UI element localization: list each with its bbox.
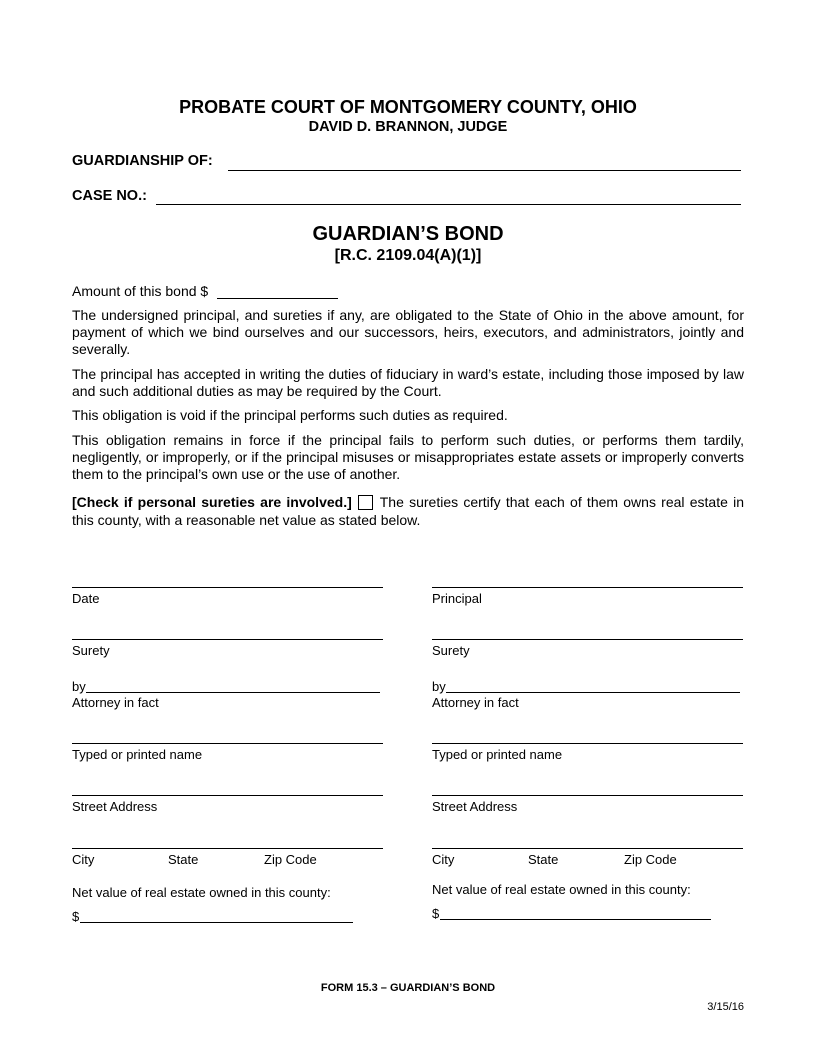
left-street-label: Street Address (72, 799, 158, 814)
bond-amount-input-line[interactable] (217, 298, 338, 299)
left-typed-name-line[interactable] (72, 743, 383, 744)
date-line[interactable] (72, 587, 383, 588)
sureties-check-label: [Check if personal sureties are involved.] (72, 494, 352, 510)
right-street-line[interactable] (432, 795, 743, 796)
left-net-value-label: Net value of real estate owned in this county: (72, 885, 331, 900)
right-surety-label: Surety (432, 643, 470, 658)
right-net-value-line[interactable] (440, 919, 711, 920)
principal-label: Principal (432, 591, 482, 606)
guardianship-label: GUARDIANSHIP OF: (72, 153, 213, 169)
left-by-label: by (72, 679, 86, 694)
right-typed-name-label: Typed or printed name (432, 747, 563, 762)
bond-amount-label: Amount of this bond $ (72, 283, 209, 299)
judge-name: DAVID D. BRANNON, JUDGE (308, 119, 508, 135)
right-city-state-zip-line[interactable] (432, 848, 743, 849)
left-dollar-sign: $ (72, 909, 80, 924)
obligation-paragraph: The undersigned principal, and sureties if any, are obligated to the State of Ohio in the above amount, for payment of which we bind ourselves and our successors, heirs, executors, and administrators, jointly and severally. (72, 307, 744, 357)
left-surety-line[interactable] (72, 639, 383, 640)
sureties-check-text: The sureties certify that each of them owns real estate in this county, with a reasonable net value as stated below. (72, 494, 744, 528)
right-typed-name-line[interactable] (432, 743, 743, 744)
left-city-label: City (72, 852, 95, 867)
force-paragraph: This obligation remains in force if the principal fails to perform such duties, or performs them tardily, negligently, or improperly, or if the principal misuses or misappropriates estate assets or improperly converts them to the principal’s own use or the use of another. (72, 432, 744, 482)
left-state-label: State (168, 852, 199, 867)
duties-paragraph: The principal has accepted in writing the duties of fiduciary in ward’s estate, including those imposed by law and such additional duties as may be required by the Court. (72, 366, 744, 399)
right-surety-line[interactable] (432, 639, 743, 640)
left-surety-label: Surety (72, 643, 110, 658)
guardianship-input-line[interactable] (228, 170, 741, 171)
right-city-label: City (432, 852, 455, 867)
void-paragraph: This obligation is void if the principal performs such duties as required. (72, 407, 508, 423)
court-name: PROBATE COURT OF MONTGOMERY COUNTY, OHIO (179, 97, 637, 117)
right-street-label: Street Address (432, 799, 518, 814)
form-footer: FORM 15.3 – GUARDIAN’S BOND (320, 982, 496, 994)
right-by-label: by (432, 679, 446, 694)
sureties-checkbox[interactable] (358, 495, 373, 510)
left-net-value-line[interactable] (80, 922, 353, 923)
statute-reference: [R.C. 2109.04(A)(1)] (334, 247, 482, 264)
right-zip-label: Zip Code (624, 852, 677, 867)
right-attorney-label: Attorney in fact (432, 695, 519, 710)
left-city-state-zip-line[interactable] (72, 848, 383, 849)
left-attorney-line[interactable] (86, 692, 380, 693)
left-attorney-label: Attorney in fact (72, 695, 159, 710)
right-net-value-label: Net value of real estate owned in this county: (432, 882, 691, 897)
revision-date: 3/15/16 (707, 1001, 744, 1013)
form-title: GUARDIAN’S BOND (312, 223, 504, 245)
left-typed-name-label: Typed or printed name (72, 747, 203, 762)
principal-line[interactable] (432, 587, 743, 588)
case-number-label: CASE NO.: (72, 188, 147, 204)
right-dollar-sign: $ (432, 906, 440, 921)
sureties-certification (72, 493, 744, 529)
case-number-input-line[interactable] (156, 204, 741, 205)
date-label: Date (72, 591, 100, 606)
left-zip-label: Zip Code (264, 852, 317, 867)
right-attorney-line[interactable] (446, 692, 740, 693)
right-state-label: State (528, 852, 559, 867)
left-street-line[interactable] (72, 795, 383, 796)
